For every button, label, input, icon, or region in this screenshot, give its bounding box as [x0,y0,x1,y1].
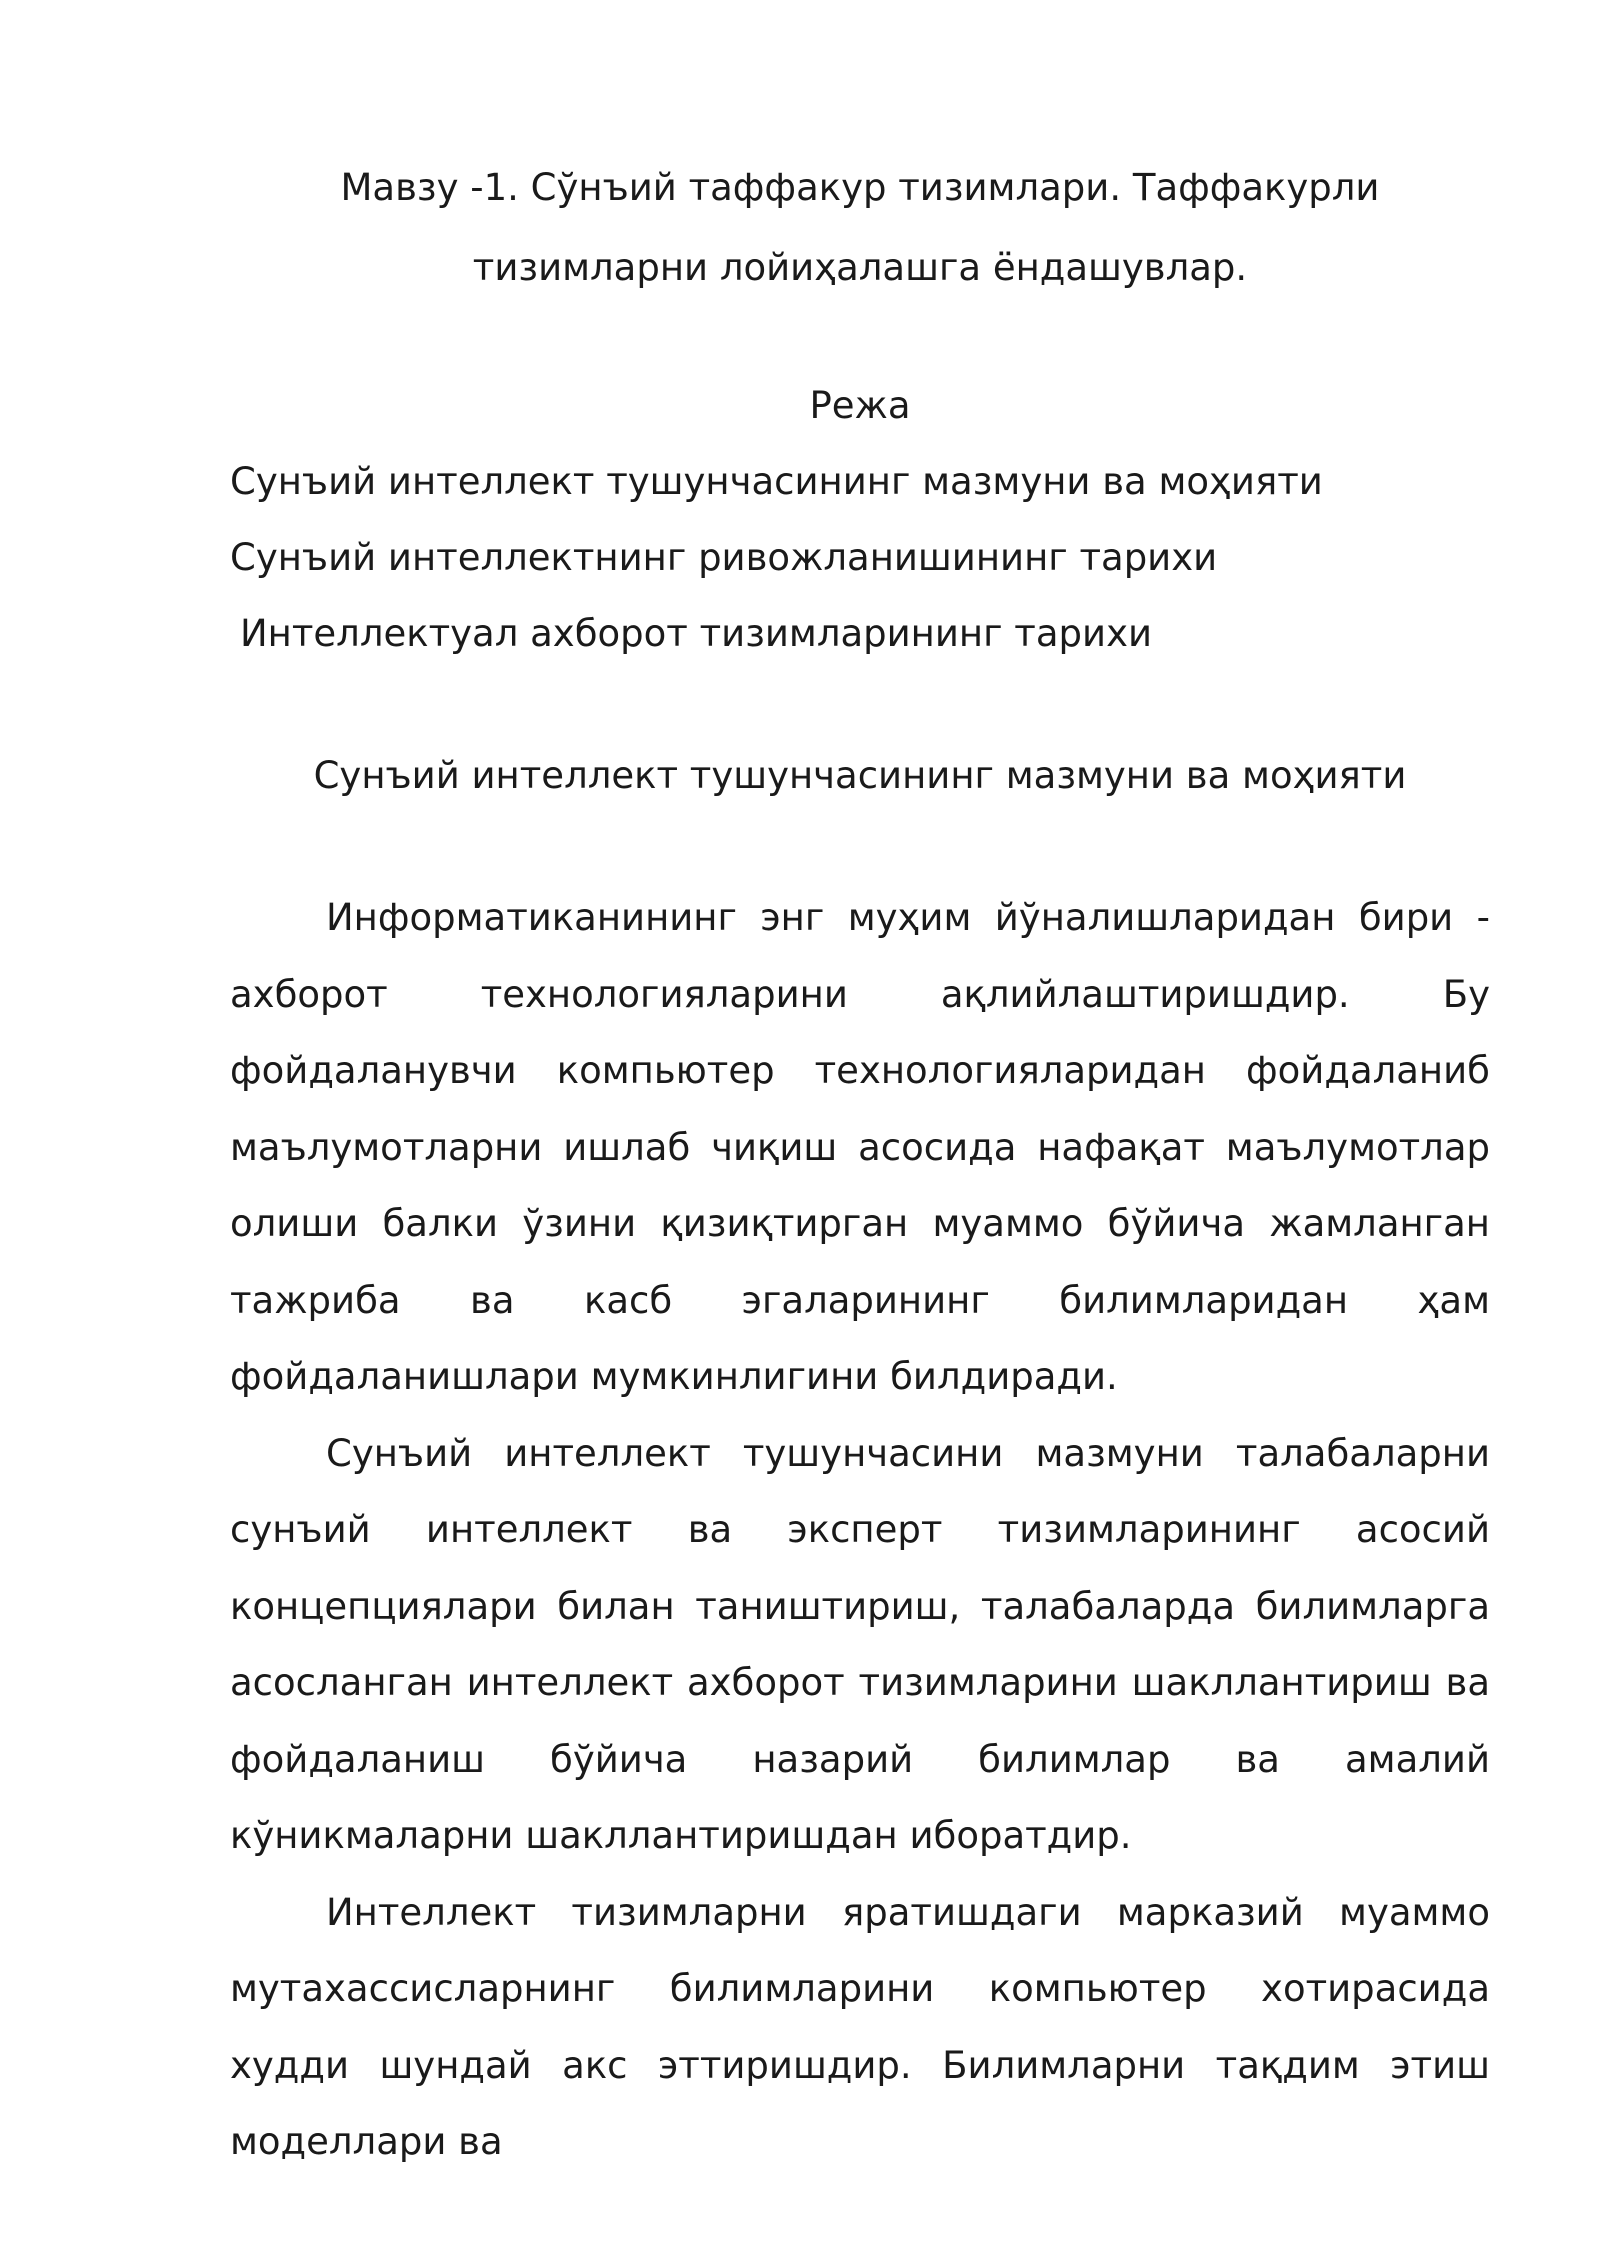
plan-item: Сунъий интеллектнинг ривожланишининг тарихи [230,536,1218,579]
plan-list [230,444,1490,672]
section-heading: Сунъий интеллект тушунчасининг мазмуни ва моҳияти [313,754,1407,797]
paragraph: Интеллект тизимларни яратишдаги марказий муаммо мутахассисларнинг билимларини компьютер хотирасида худди шундай акс эттиришдир. Билимларни тақдим этиш моделлари ва [230,1890,1490,2163]
document-title: Мавзу -1. Сўнъий таффакур тизимлари. Таффакурли тизимларни лойиҳалашга ёндашувлар. [340,166,1380,289]
document-content [230,148,1490,2181]
paragraph: Информатиканининг энг муҳим йўналишларидан бири - ахборот технологияларини ақлийлаштиришдир. Бу фойдаланувчи компьютер технологияларидан фойдаланиб маълумотларни ишлаб чиқиш асосида нафақат маълумотлар олиши балки ўзини қизиқтирган муаммо бўйича жамланган тажриба ва касб эгаларининг билимларидан ҳам фойдаланишлари мумкинлигини билдиради. [230,896,1490,1398]
plan-item: Сунъий интеллект тушунчасининг мазмуни ва моҳияти [230,460,1323,503]
plan-heading: Режа [809,384,911,427]
paragraph: Сунъий интеллект тушунчасини мазмуни талабаларни сунъий интеллект ва эксперт тизимларининг асосий концепциялари билан таништириш, талабаларда билимларга асосланган интеллект ахборот тизимларини шакллантириш ва фойдаланиш бўйича назарий билимлар ва амалий кўникмаларни шакллантиришдан иборатдир. [230,1431,1490,1857]
plan-item: Интеллектуал ахборот тизимларининг тарихи [240,612,1153,655]
body-text [230,880,1490,2181]
